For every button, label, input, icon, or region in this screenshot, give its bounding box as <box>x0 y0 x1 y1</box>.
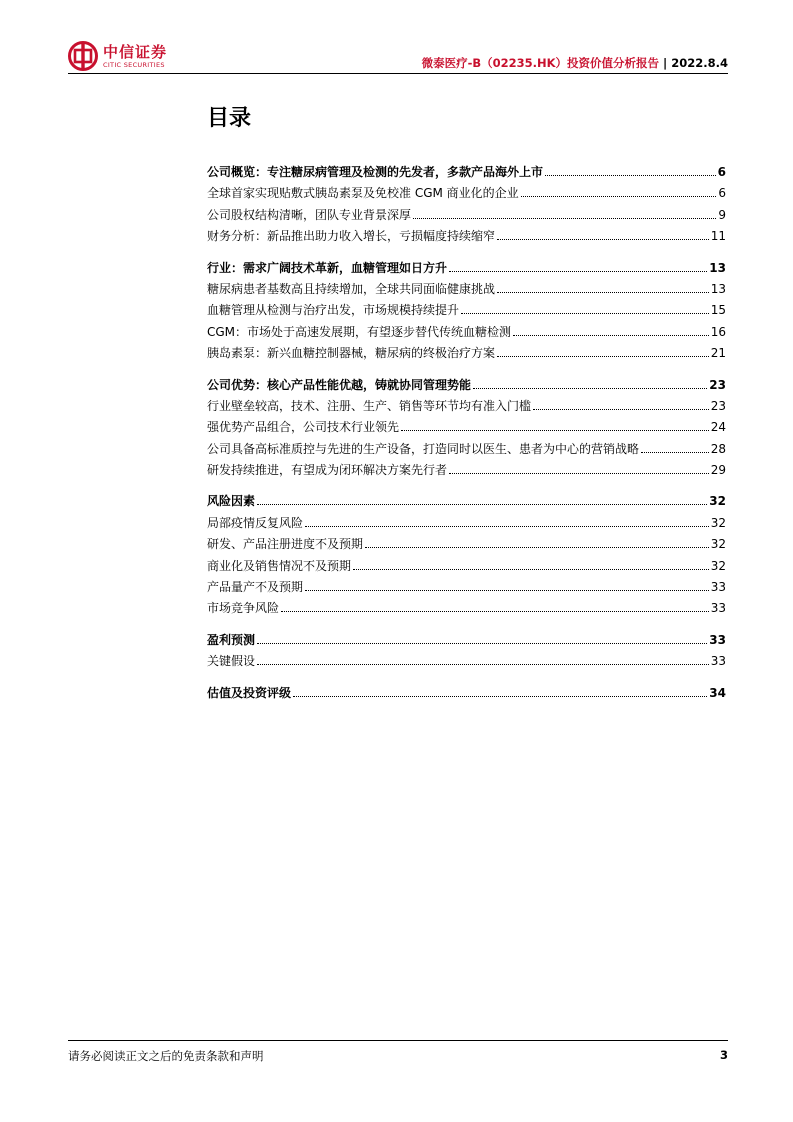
toc-entry[interactable] <box>207 440 726 461</box>
toc-page-number: 23 <box>709 377 726 392</box>
toc-entry-label: 公司股权结构清晰，团队专业背景深厚 <box>207 207 412 222</box>
toc-leader <box>497 292 709 293</box>
toc-page-number: 32 <box>709 494 726 509</box>
toc-entry[interactable] <box>207 578 726 599</box>
toc-leader <box>365 547 709 548</box>
toc-entry[interactable] <box>207 301 726 322</box>
toc-leader <box>461 313 709 314</box>
toc-section <box>207 376 726 483</box>
toc-leader <box>497 356 709 357</box>
toc-leader <box>353 569 709 570</box>
toc-section-heading[interactable] <box>207 492 726 513</box>
toc-section <box>207 631 726 674</box>
toc-section-heading[interactable] <box>207 376 726 397</box>
toc-page-number: 11 <box>710 229 726 244</box>
toc-entry-label: 全球首家实现贴敷式胰岛素泵及免校准 CGM 商业化的企业 <box>207 186 519 201</box>
toc-page-number: 34 <box>709 685 726 700</box>
toc-section-heading[interactable] <box>207 684 726 705</box>
toc-entry-label: CGM：市场处于高速发展期，有望逐步替代传统血糖检测 <box>207 324 512 339</box>
toc-leader <box>413 218 716 219</box>
toc-page-number: 32 <box>710 515 726 530</box>
toc-leader <box>497 239 709 240</box>
toc-entry-label: 财务分析：新品推出助力收入增长，亏损幅度持续缩窄 <box>207 229 496 244</box>
toc-leader <box>401 430 709 431</box>
toc-heading-label: 行业：需求广阔技术革新，血糖管理如日方升 <box>207 260 448 275</box>
toc-entry-label: 产品量产不及预期 <box>207 580 304 595</box>
toc-page-number: 29 <box>710 463 726 478</box>
logo-english-name: CITIC SECURITIES <box>103 60 165 69</box>
toc-entry-label: 关键假设 <box>207 654 256 669</box>
toc-entry-label: 糖尿病患者基数高且持续增加，全球共同面临健康挑战 <box>207 281 496 296</box>
toc-leader <box>449 271 707 272</box>
toc-entry-label: 研发、产品注册进度不及预期 <box>207 537 364 552</box>
toc-entry[interactable] <box>207 535 726 556</box>
toc-entry[interactable] <box>207 227 726 248</box>
toc-section <box>207 684 726 705</box>
footer-disclaimer: 请务必阅读正文之后的免责条款和声明 <box>68 1049 264 1063</box>
toc-leader <box>641 452 709 453</box>
toc-leader <box>513 335 709 336</box>
toc-page-number: 6 <box>717 165 726 179</box>
toc-leader <box>473 388 707 389</box>
toc-entry-label: 市场竞争风险 <box>207 601 280 616</box>
toc-page-number: 16 <box>710 324 726 339</box>
toc-entry[interactable] <box>207 514 726 535</box>
toc-entry[interactable] <box>207 184 726 205</box>
toc-leader <box>305 526 709 527</box>
toc-section-heading[interactable] <box>207 163 726 184</box>
toc-leader <box>257 643 707 644</box>
toc-leader <box>293 696 707 697</box>
toc-page-number: 33 <box>710 601 726 616</box>
toc-page-number: 28 <box>710 441 726 456</box>
toc-heading-label: 盈利预测 <box>207 632 256 647</box>
toc-heading-label: 估值及投资评级 <box>207 685 292 700</box>
toc-entry-label: 公司具备高标准质控与先进的生产设备，打造同时以医生、患者为中心的营销战略 <box>207 441 640 456</box>
toc-section-heading[interactable] <box>207 259 726 280</box>
toc-entry-label: 行业壁垒较高，技术、注册、生产、销售等环节均有准入门槛 <box>207 398 532 413</box>
toc-heading-label: 公司概览：专注糖尿病管理及检测的先发者，多款产品海外上市 <box>207 165 544 179</box>
toc-page-number: 21 <box>710 346 726 361</box>
toc-leader <box>545 175 716 176</box>
toc-leader <box>257 664 709 665</box>
toc-page-number: 33 <box>709 632 726 647</box>
header-divider <box>68 73 728 74</box>
toc-entry[interactable] <box>207 652 726 673</box>
toc-page-number: 6 <box>718 186 726 201</box>
toc-section <box>207 163 726 249</box>
toc-entry[interactable] <box>207 206 726 227</box>
toc-entry-label: 商业化及销售情况不及预期 <box>207 558 352 573</box>
toc-page-number: 13 <box>709 260 726 275</box>
toc-leader <box>521 196 717 197</box>
toc-entry[interactable] <box>207 418 726 439</box>
toc-entry-label: 血糖管理从检测与治疗出发，市场规模持续提升 <box>207 303 460 318</box>
toc-leader <box>257 504 707 505</box>
toc-section-heading[interactable] <box>207 631 726 652</box>
toc-page-number: 32 <box>710 537 726 552</box>
report-date: 2022.8.4 <box>671 56 728 70</box>
footer-divider <box>68 1040 728 1041</box>
toc-page-number: 23 <box>710 398 726 413</box>
company-logo <box>68 38 167 74</box>
toc-page-number: 9 <box>718 207 726 222</box>
toc-entry-label: 研发持续推进，有望成为闭环解决方案先行者 <box>207 463 448 478</box>
table-of-contents <box>207 163 726 715</box>
toc-page-number: 32 <box>710 558 726 573</box>
toc-leader <box>281 611 709 612</box>
toc-page-number: 15 <box>710 303 726 318</box>
toc-entry[interactable] <box>207 461 726 482</box>
toc-heading-label: 公司优势：核心产品性能优越，铸就协同管理势能 <box>207 377 472 392</box>
toc-entry[interactable] <box>207 280 726 301</box>
report-title: 微泰医疗-B（02235.HK）投资价值分析报告 <box>421 56 660 70</box>
citic-logo-icon <box>68 41 98 71</box>
header-separator: | <box>659 56 672 70</box>
toc-entry[interactable] <box>207 323 726 344</box>
logo-chinese-name: 中信证券 <box>103 42 168 61</box>
toc-leader <box>449 473 709 474</box>
page-number: 3 <box>719 1048 728 1062</box>
toc-title: 目录 <box>207 106 252 131</box>
toc-entry[interactable] <box>207 599 726 620</box>
toc-entry-label: 胰岛素泵：新兴血糖控制器械，糖尿病的终极治疗方案 <box>207 346 496 361</box>
toc-entry-label: 局部疫情反复风险 <box>207 515 304 530</box>
toc-page-number: 13 <box>710 281 726 296</box>
toc-section <box>207 492 726 620</box>
toc-entry[interactable] <box>207 397 726 418</box>
toc-section <box>207 259 726 366</box>
toc-page-number: 24 <box>710 420 726 435</box>
toc-page-number: 33 <box>710 654 726 669</box>
toc-heading-label: 风险因素 <box>207 494 256 509</box>
toc-entry[interactable] <box>207 344 726 365</box>
toc-entry[interactable] <box>207 557 726 578</box>
toc-leader <box>533 409 709 410</box>
toc-leader <box>305 590 709 591</box>
toc-entry-label: 强优势产品组合，公司技术行业领先 <box>207 420 400 435</box>
report-header <box>422 55 728 71</box>
toc-page-number: 33 <box>710 580 726 595</box>
